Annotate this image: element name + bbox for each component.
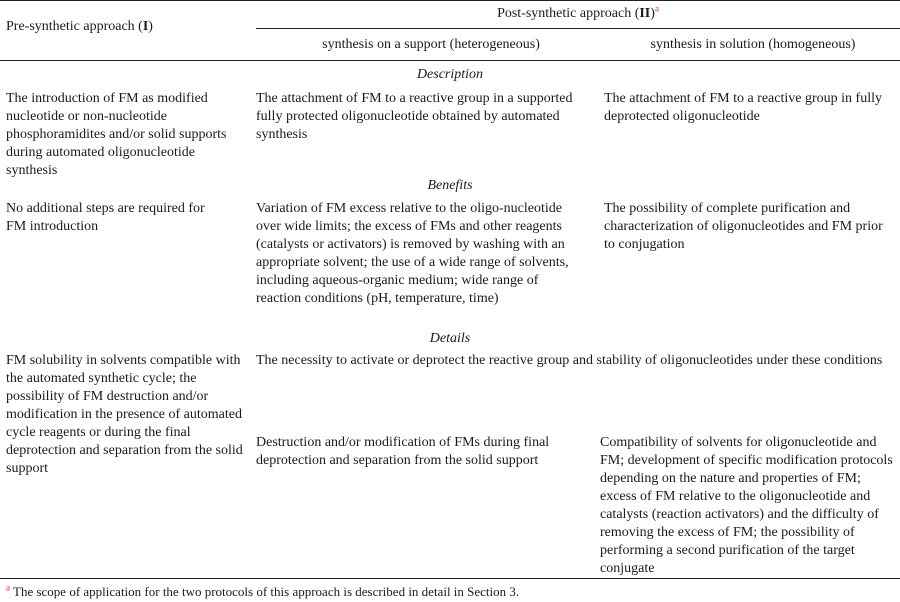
table-bottom-rule bbox=[0, 578, 900, 579]
description-pre-synthetic: The introduction of FM as modified nucleotide or non-nucleotide phosphoramidites and/or solid supports during automated oligonucleotide synthesis bbox=[6, 91, 227, 178]
section-title-details: Details bbox=[429, 331, 471, 346]
footnote-mark: a bbox=[6, 582, 10, 593]
description-homogeneous: The attachment of FM to a reactive group in fully deprotected oligonucleotide bbox=[604, 91, 882, 124]
description-heterogeneous: The attachment of FM to a reactive group in a supported fully protected oligonucleotide obtained by automated synthesis bbox=[256, 91, 573, 142]
benefits-homogeneous: The possibility of complete purification and characterization of oligonucleotides and FM prior to conjugation bbox=[604, 201, 883, 252]
footnote-marker: a bbox=[654, 3, 659, 14]
header-bottom-rule bbox=[0, 60, 900, 61]
header-sub-rule bbox=[256, 28, 900, 29]
details-homogeneous: Compatibility of solvents for oligonucleotide and FM; development of specific modification protocols depending on the nature and properties of FM; excess of FM relative to the oligonucleotide and catalysts (reaction activators) and the difficulty of removing the excess of FM; the possibility of performing a second purification of the target conjugate bbox=[600, 435, 893, 576]
header-post-synthetic: Post-synthetic approach (II)$^a$ bbox=[497, 3, 659, 21]
table-top-rule bbox=[0, 0, 900, 1]
footnote-text: The scope of application for the two protocols of this approach is described in detail in Section 3. bbox=[10, 584, 520, 599]
benefits-heterogeneous: Variation of FM excess relative to the oligo-nucleotide over wide limits; the excess of FMs and other reagents (catalysts or activators) is removed by washing with an appropriate solvent; the use of a wide range of solvents, including aqueous-organic medium; wide range of reaction conditions (pH, temperature, time) bbox=[256, 201, 569, 306]
details-shared: The necessity to activate or deprotect the reactive group and stability of oligonucleotides under these conditions bbox=[256, 353, 883, 368]
section-title-description: Description bbox=[416, 67, 484, 82]
footnote bbox=[6, 583, 896, 601]
section-title-benefits: Benefits bbox=[427, 178, 473, 193]
subheader-heterogeneous: synthesis on a support (heterogeneous) bbox=[322, 37, 540, 52]
details-heterogeneous: Destruction and/or modification of FMs during final deprotection and separation from the solid support bbox=[256, 435, 550, 468]
subheader-homogeneous: synthesis in solution (homogeneous) bbox=[650, 37, 856, 52]
benefits-pre-synthetic: No additional steps are required for FM introduction bbox=[6, 201, 205, 234]
header-pre-synthetic: Pre-synthetic approach (I) bbox=[6, 19, 153, 34]
details-pre-synthetic: FM solubility in solvents compatible with the automated synthetic cycle; the possibility of FM destruction and/or modification in the presence of automated cycle reagents or during the final deprotection and separation from the solid support bbox=[6, 353, 243, 476]
